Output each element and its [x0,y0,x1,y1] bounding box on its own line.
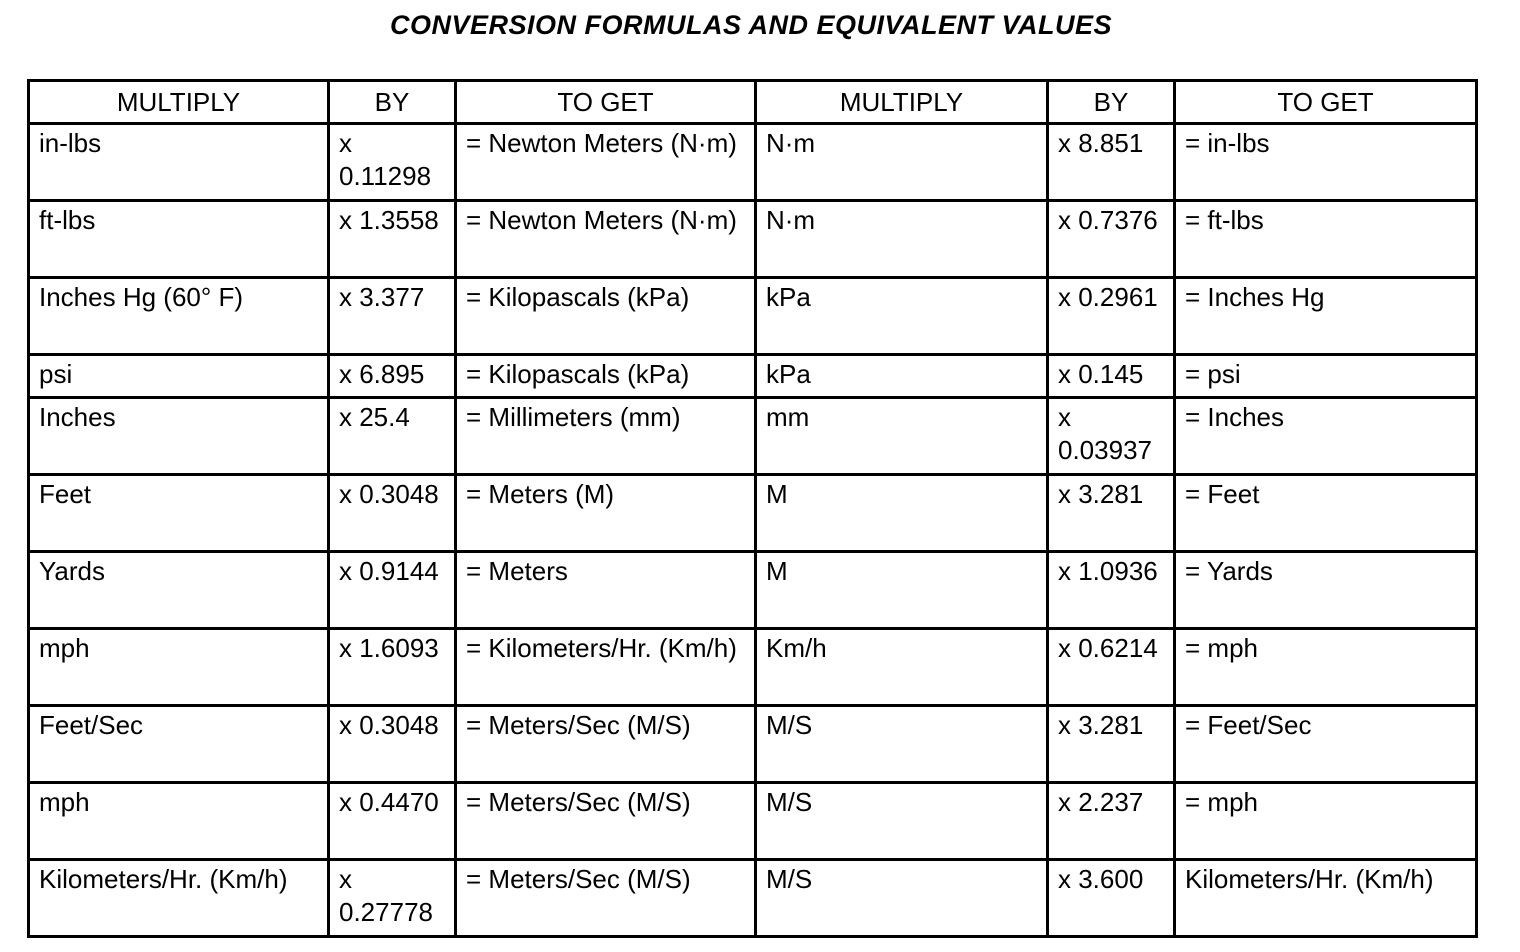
table-row [29,278,1477,355]
cell-multiply-reverse: kPa [756,355,1048,398]
table-row [29,706,1477,783]
cell-to-get: = Meters [456,552,756,629]
cell-to-get: = Millimeters (mm) [456,398,756,475]
table-row [29,124,1477,201]
cell-to-get: = Kilometers/Hr. (Km/h) [456,629,756,706]
cell-multiply: mph [29,783,329,860]
cell-by: x 1.6093 [329,629,456,706]
cell-to-get-reverse: = Yards [1175,552,1477,629]
cell-multiply-reverse: mm [756,398,1048,475]
cell-by: x 1.3558 [329,201,456,278]
table-row [29,398,1477,475]
cell-by: x 0.11298 [329,124,456,201]
cell-by-reverse: x 0.145 [1048,355,1175,398]
cell-by: x 0.27778 [329,860,456,937]
cell-by: x 0.9144 [329,552,456,629]
cell-by: x 0.3048 [329,706,456,783]
header-multiply-reverse: MULTIPLY [756,81,1048,124]
cell-multiply: psi [29,355,329,398]
cell-multiply: ft-lbs [29,201,329,278]
cell-to-get: = Meters/Sec (M/S) [456,860,756,937]
cell-by-reverse: x 0.2961 [1048,278,1175,355]
cell-multiply: Yards [29,552,329,629]
cell-to-get-reverse: = in-lbs [1175,124,1477,201]
cell-to-get-reverse: = Feet [1175,475,1477,552]
cell-multiply-reverse: M/S [756,783,1048,860]
cell-multiply: mph [29,629,329,706]
cell-by-reverse: x 2.237 [1048,783,1175,860]
cell-to-get-reverse: = Inches Hg [1175,278,1477,355]
cell-by: x 0.4470 [329,783,456,860]
cell-by: x 6.895 [329,355,456,398]
table-row [29,355,1477,398]
conversion-table [27,79,1478,938]
header-to-get: TO GET [456,81,756,124]
cell-multiply-reverse: N·m [756,201,1048,278]
cell-to-get: = Meters/Sec (M/S) [456,783,756,860]
table-row [29,201,1477,278]
cell-multiply: in-lbs [29,124,329,201]
cell-to-get-reverse: = ft-lbs [1175,201,1477,278]
cell-by-reverse: x 3.600 [1048,860,1175,937]
cell-by: x 3.377 [329,278,456,355]
cell-by: x 25.4 [329,398,456,475]
cell-multiply: Inches [29,398,329,475]
cell-to-get: = Newton Meters (N·m) [456,124,756,201]
header-to-get-reverse: TO GET [1175,81,1477,124]
cell-to-get-reverse: = Inches [1175,398,1477,475]
cell-multiply: Feet/Sec [29,706,329,783]
table-row [29,552,1477,629]
cell-to-get-reverse: = mph [1175,783,1477,860]
cell-to-get: = Kilopascals (kPa) [456,278,756,355]
header-by: BY [329,81,456,124]
table-row [29,860,1477,937]
cell-to-get: = Meters (M) [456,475,756,552]
cell-multiply-reverse: Km/h [756,629,1048,706]
cell-to-get-reverse: = psi [1175,355,1477,398]
header-row [29,81,1477,124]
cell-to-get: = Meters/Sec (M/S) [456,706,756,783]
cell-multiply-reverse: M [756,552,1048,629]
cell-multiply-reverse: M [756,475,1048,552]
cell-to-get: = Kilopascals (kPa) [456,355,756,398]
cell-by-reverse: x 8.851 [1048,124,1175,201]
cell-by-reverse: x 3.281 [1048,706,1175,783]
cell-multiply-reverse: N·m [756,124,1048,201]
cell-by-reverse: x 3.281 [1048,475,1175,552]
cell-to-get-reverse: = mph [1175,629,1477,706]
cell-multiply-reverse: M/S [756,860,1048,937]
cell-by-reverse: x 1.0936 [1048,552,1175,629]
cell-to-get-reverse: Kilometers/Hr. (Km/h) [1175,860,1477,937]
cell-by-reverse: x 0.7376 [1048,201,1175,278]
cell-multiply: Feet [29,475,329,552]
cell-by-reverse: x 0.6214 [1048,629,1175,706]
cell-to-get: = Newton Meters (N·m) [456,201,756,278]
cell-to-get-reverse: = Feet/Sec [1175,706,1477,783]
cell-multiply: Inches Hg (60° F) [29,278,329,355]
cell-by-reverse: x 0.03937 [1048,398,1175,475]
header-multiply: MULTIPLY [29,81,329,124]
cell-multiply-reverse: M/S [756,706,1048,783]
cell-multiply-reverse: kPa [756,278,1048,355]
cell-multiply: Kilometers/Hr. (Km/h) [29,860,329,937]
table-row [29,475,1477,552]
cell-by: x 0.3048 [329,475,456,552]
table-row [29,783,1477,860]
header-by-reverse: BY [1048,81,1175,124]
table-row [29,629,1477,706]
page-title: CONVERSION FORMULAS AND EQUIVALENT VALUES [389,10,1113,40]
